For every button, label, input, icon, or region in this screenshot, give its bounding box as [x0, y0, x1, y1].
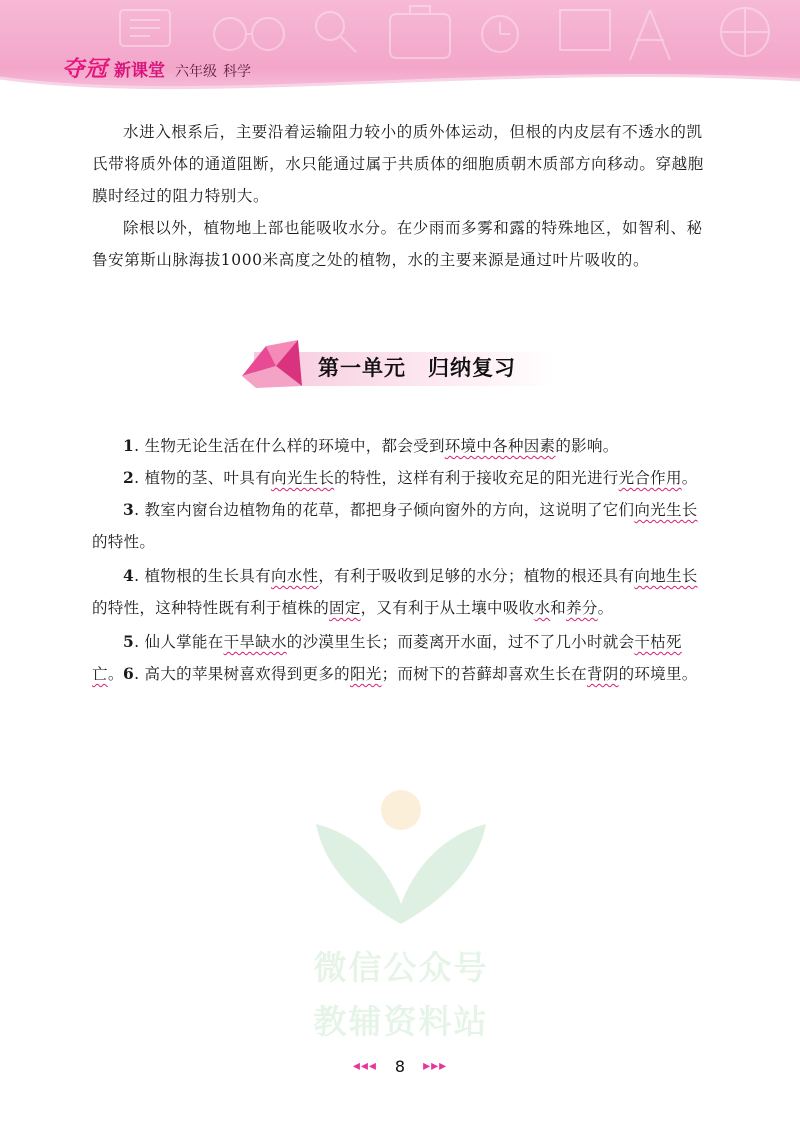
item-text: . 教室内窗台边植物角的花草，都把身子倾向窗外的方向，这说明了它们 [134, 501, 635, 519]
item-text: 和 [550, 599, 567, 617]
item-text: 的环境里。 [618, 665, 698, 683]
page-number: 8 [394, 1056, 406, 1076]
item-number: 5 [123, 632, 135, 651]
grade-label: 六年级 [175, 64, 218, 80]
item-text: 的特性。 [92, 533, 156, 551]
key-term: 干旱缺水 [223, 633, 287, 651]
key-term: 向水性 [270, 567, 319, 585]
item-text: 的沙漠里生长；而菱离开水面，过不了几小时就会 [286, 633, 635, 651]
item-text: . 植物根的生长具有 [134, 567, 271, 585]
item-text: . 生物无论生活在什么样的环境中，都会受到 [134, 437, 445, 455]
key-term: 向光生长 [270, 469, 335, 487]
item-number: 3 [123, 500, 135, 519]
review-item-2 [92, 462, 712, 494]
item-text: 的特性，这样有利于接收充足的阳光进行 [334, 469, 619, 487]
item-text: ；而树下的苔藓却喜欢生长在 [381, 665, 587, 683]
item-text: ，又有利于从土壤中吸收 [360, 599, 535, 617]
key-term: 养分 [566, 599, 598, 617]
brand-logo [62, 52, 251, 83]
key-term: 环境中各种因素 [444, 437, 556, 455]
key-term: 阳光 [349, 665, 382, 683]
watermark [306, 784, 496, 1044]
item-text: . 植物的茎、叶具有 [134, 469, 271, 487]
key-term: 背阴 [586, 665, 619, 683]
review-item-4 [92, 560, 712, 624]
paper-crane-icon [236, 336, 308, 392]
review-item-1 [92, 430, 712, 462]
key-term: 光合作用 [618, 469, 682, 487]
sprout-logo-icon [306, 784, 496, 934]
item-number: 4 [123, 566, 135, 585]
body-paragraph-2: 除根以外，植物地上部也能吸收水分。在少雨而多雾和露的特殊地区，如智利、秘鲁安第斯山脉海拔1000米高度之处的植物，水的主要来源是通过叶片吸收的。 [92, 219, 703, 269]
item-text: 。 [597, 599, 614, 617]
item-number: 1 [123, 436, 135, 455]
item-text: . 高大的苹果树喜欢得到更多的 [134, 665, 350, 683]
unit-title-banner [236, 336, 556, 392]
brand-main-text: 夺冠 [62, 57, 109, 82]
page-footer [0, 1054, 800, 1078]
left-arrows-icon: ◂◂◂ [352, 1058, 377, 1074]
review-item-6 [92, 658, 712, 690]
subject-label: 科学 [223, 64, 252, 80]
key-term: 固定 [329, 599, 361, 617]
watermark-line-1: 微信公众号 [313, 948, 489, 987]
key-term: 水 [534, 599, 551, 617]
brand-sub-text: 新课堂 [114, 61, 166, 81]
right-arrows-icon: ▸▸▸ [423, 1058, 448, 1074]
watermark-line-2: 教辅资料站 [313, 1002, 489, 1041]
review-item-3 [92, 494, 712, 558]
unit-title-text: 第一单元 归纳复习 [318, 355, 516, 380]
item-number: 2 [123, 468, 135, 487]
body-paragraph-1: 水进入根系后，主要沿着运输阻力较小的质外体运动，但根的内皮层有不透水的凯氏带将质外体的通道阻断，水只能通过属于共质体的细胞质朝木质部方向移动。穿越胞膜时经过的阻力特别大。 [92, 123, 704, 205]
item-number: 6 [123, 664, 135, 683]
item-text: 的特性，这种特性既有利于植株的 [92, 599, 330, 617]
item-text: . 仙人掌能在 [134, 633, 224, 651]
item-text: 。 [107, 665, 124, 683]
item-text: ，有利于吸收到足够的水分；植物的根还具有 [318, 567, 635, 585]
page-header [0, 0, 800, 98]
item-text: 。 [681, 469, 698, 487]
item-text: 的影响。 [555, 437, 619, 455]
key-term: 向光生长 [634, 501, 698, 519]
key-term: 向地生长 [634, 567, 698, 585]
key-term: 干枯死亡 [92, 633, 682, 683]
